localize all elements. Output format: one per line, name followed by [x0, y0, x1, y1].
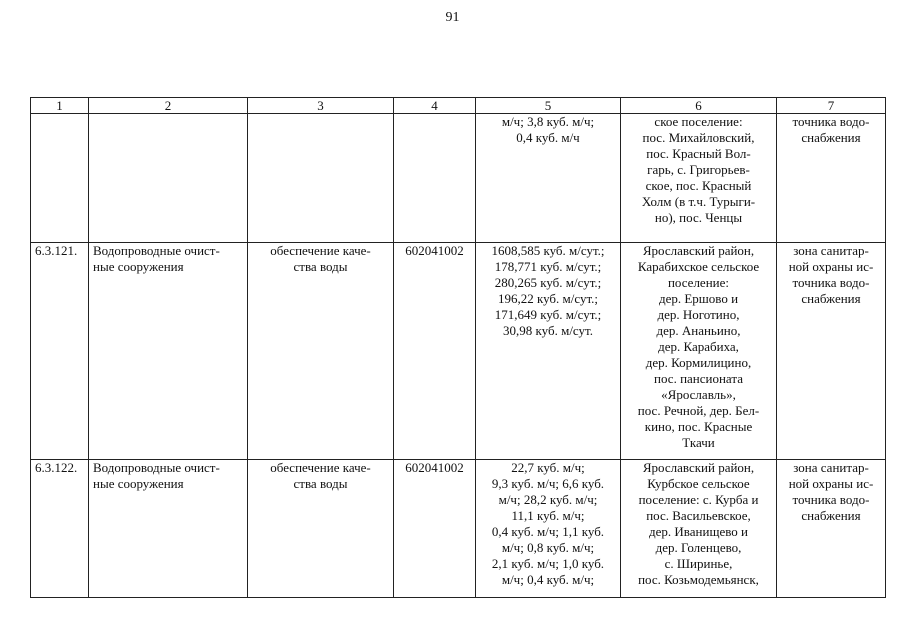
cell-line: м/ч; 3,8 куб. м/ч;: [501, 114, 595, 129]
cell-purpose: [248, 243, 394, 460]
cell-line: 22,7 куб. м/ч;: [511, 460, 585, 475]
cell-capacity: [476, 243, 621, 460]
column-header: 3: [248, 98, 394, 114]
cell-line: ные сооружения: [93, 259, 184, 274]
cell-line: 0,4 куб. м/ч: [516, 130, 580, 145]
cell-line: Водопроводные очист-: [93, 460, 220, 475]
cell-object-name: [89, 460, 248, 598]
cell-line: дер. Кормилицино,: [645, 355, 752, 370]
cell-line: пос. Михайловский,: [642, 130, 755, 145]
cell-line: 1608,585 куб. м/сут.;: [491, 243, 605, 258]
cell-purpose: [248, 114, 394, 243]
cell-line: зона санитар-: [793, 243, 869, 258]
cell-line: 9,3 куб. м/ч; 6,6 куб.: [491, 476, 605, 491]
cell-line: 11,1 куб. м/ч;: [511, 508, 585, 523]
column-header: 4: [394, 98, 476, 114]
cell-line: пос. пансионата: [654, 371, 743, 386]
column-header: 1: [31, 98, 89, 114]
cell-line: дер. Голенцево,: [655, 540, 742, 555]
cell-line: дер. Ноготино,: [657, 307, 740, 322]
column-header: 6: [621, 98, 777, 114]
cell-line: поселение:: [667, 275, 730, 290]
cell-zone: [777, 460, 886, 598]
column-header: 5: [476, 98, 621, 114]
cell-zone: [777, 243, 886, 460]
cell-line: поселение: с. Курба и: [638, 492, 759, 507]
cell-line: но), пос. Ченцы: [654, 210, 743, 225]
cell-object-name: [89, 114, 248, 243]
cell-line: Курбское сельское: [647, 476, 750, 491]
cell-purpose: [248, 460, 394, 598]
cell-line: 2,1 куб. м/ч; 1,0 куб.: [491, 556, 605, 571]
cell-line: точника водо-: [792, 275, 870, 290]
cell-number: 6.3.121.: [31, 243, 89, 460]
cell-line: ной охраны ис-: [788, 476, 874, 491]
cell-code: [394, 114, 476, 243]
document-table: [30, 97, 886, 598]
cell-line: дер. Ершово и: [658, 291, 739, 306]
cell-line: снабжения: [801, 291, 861, 306]
cell-line: обеспечение каче-: [270, 460, 371, 475]
cell-line: 171,649 куб. м/сут.;: [494, 307, 602, 322]
cell-line: Ярославский район,: [642, 460, 755, 475]
cell-number: [31, 114, 89, 243]
cell-line: ные сооружения: [93, 476, 184, 491]
cell-line: ское, пос. Красный: [645, 178, 752, 193]
cell-zone: [777, 114, 886, 243]
cell-capacity: [476, 114, 621, 243]
cell-line: «Ярославль»,: [661, 387, 736, 402]
cell-code: 602041002: [394, 460, 476, 598]
page-number: 91: [445, 10, 460, 25]
cell-line: 196,22 куб. м/сут.;: [497, 291, 599, 306]
table-row: [31, 460, 886, 598]
cell-line: м/ч; 0,8 куб. м/ч;: [501, 540, 595, 555]
column-header: 7: [777, 98, 886, 114]
cell-location: [621, 243, 777, 460]
cell-line: 178,771 куб. м/сут.;: [494, 259, 602, 274]
cell-line: дер. Ананьино,: [656, 323, 741, 338]
cell-number: 6.3.122.: [31, 460, 89, 598]
cell-line: пос. Речной, дер. Бел-: [637, 403, 760, 418]
cell-line: пос. Красный Вол-: [646, 146, 751, 161]
table-header-row: [31, 98, 886, 114]
cell-line: точника водо-: [792, 492, 870, 507]
cell-location: [621, 114, 777, 243]
cell-line: Холм (в т.ч. Турыги-: [641, 194, 756, 209]
cell-line: дер. Карабиха,: [658, 339, 739, 354]
table-row: [31, 114, 886, 243]
cell-line: ства воды: [293, 476, 348, 491]
cell-line: ной охраны ис-: [788, 259, 874, 274]
cell-line: м/ч; 0,4 куб. м/ч;: [501, 572, 595, 587]
cell-line: гарь, с. Григорьев-: [647, 162, 750, 177]
column-header: 2: [89, 98, 248, 114]
cell-line: Ткачи: [682, 435, 715, 450]
cell-line: дер. Иванищево и: [649, 524, 748, 539]
cell-line: пос. Васильевское,: [646, 508, 751, 523]
cell-line: Водопроводные очист-: [93, 243, 220, 258]
cell-capacity: [476, 460, 621, 598]
cell-object-name: [89, 243, 248, 460]
cell-line: зона санитар-: [793, 460, 869, 475]
cell-line: снабжения: [801, 508, 861, 523]
table-row: [31, 243, 886, 460]
cell-line: 30,98 куб. м/сут.: [503, 323, 593, 338]
cell-line: пос. Козьмодемьянск,: [638, 572, 759, 587]
cell-line: снабжения: [801, 130, 861, 145]
cell-line: Ярославский район,: [642, 243, 755, 258]
cell-line: м/ч; 28,2 куб. м/ч;: [498, 492, 598, 507]
cell-line: кино, пос. Красные: [644, 419, 753, 434]
cell-code: 602041002: [394, 243, 476, 460]
cell-line: с. Ширинье,: [664, 556, 733, 571]
cell-line: ства воды: [293, 259, 348, 274]
cell-line: точника водо-: [792, 114, 870, 129]
cell-line: 0,4 куб. м/ч; 1,1 куб.: [491, 524, 605, 539]
cell-line: обеспечение каче-: [270, 243, 371, 258]
cell-line: ское поселение:: [654, 114, 743, 129]
cell-location: [621, 460, 777, 598]
cell-line: 280,265 куб. м/сут.;: [494, 275, 602, 290]
cell-line: Карабихское сельское: [637, 259, 760, 274]
